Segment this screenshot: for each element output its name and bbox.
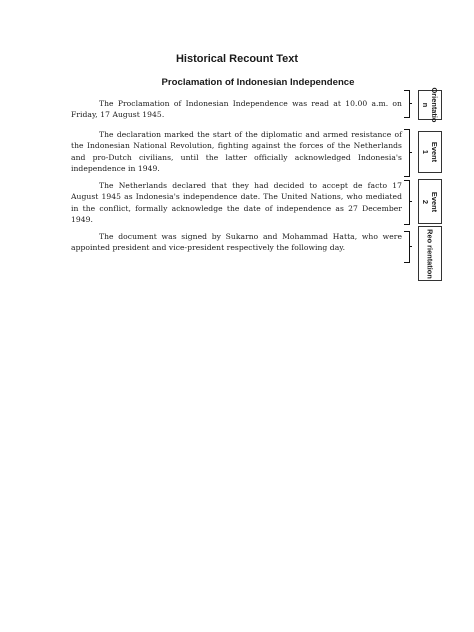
brace-event-2 — [404, 180, 410, 225]
paragraph-reorientation: The document was signed by Sukarno and Mohammad Hatta, who were appointed president and vice-president respectively the following day. — [71, 232, 402, 253]
document-subtitle: Proclamation of Indonesian Independence — [161, 77, 355, 88]
label-box-event-1 — [418, 131, 442, 173]
brace-orientation — [404, 90, 410, 118]
label-reorientation: Reo rientation — [425, 228, 435, 279]
label-box-reorientation — [418, 226, 442, 281]
document-title: Historical Recount Text — [175, 53, 299, 65]
label-box-event-2 — [418, 179, 442, 224]
label-event-1: Event 1 — [421, 141, 439, 163]
label-orientation: Orientatio n — [421, 87, 439, 123]
brace-reorientation — [404, 231, 410, 263]
label-event-2: Event 2 — [421, 191, 439, 212]
paragraph-orientation: The Proclamation of Indonesian Independence was read at 10.00 a.m. on Friday, 17 August 1945. — [71, 99, 402, 120]
label-box-orientation — [418, 87, 442, 123]
paragraph-event-2: The Netherlands declared that they had decided to accept de facto 17 August 1945 as Indonesia's independence date. The United Nations, who mediated in the conflict, formally acknowledge the date of independence as 27 December 1949. — [71, 181, 402, 225]
brace-event-1 — [404, 129, 410, 177]
paragraph-event-1: The declaration marked the start of the diplomatic and armed resistance of the Indonesian National Revolution, fighting against the forces of the Netherlands and pro-Dutch civilians, until the latter officially acknowledged Indonesia's independence in 1949. — [71, 130, 402, 174]
